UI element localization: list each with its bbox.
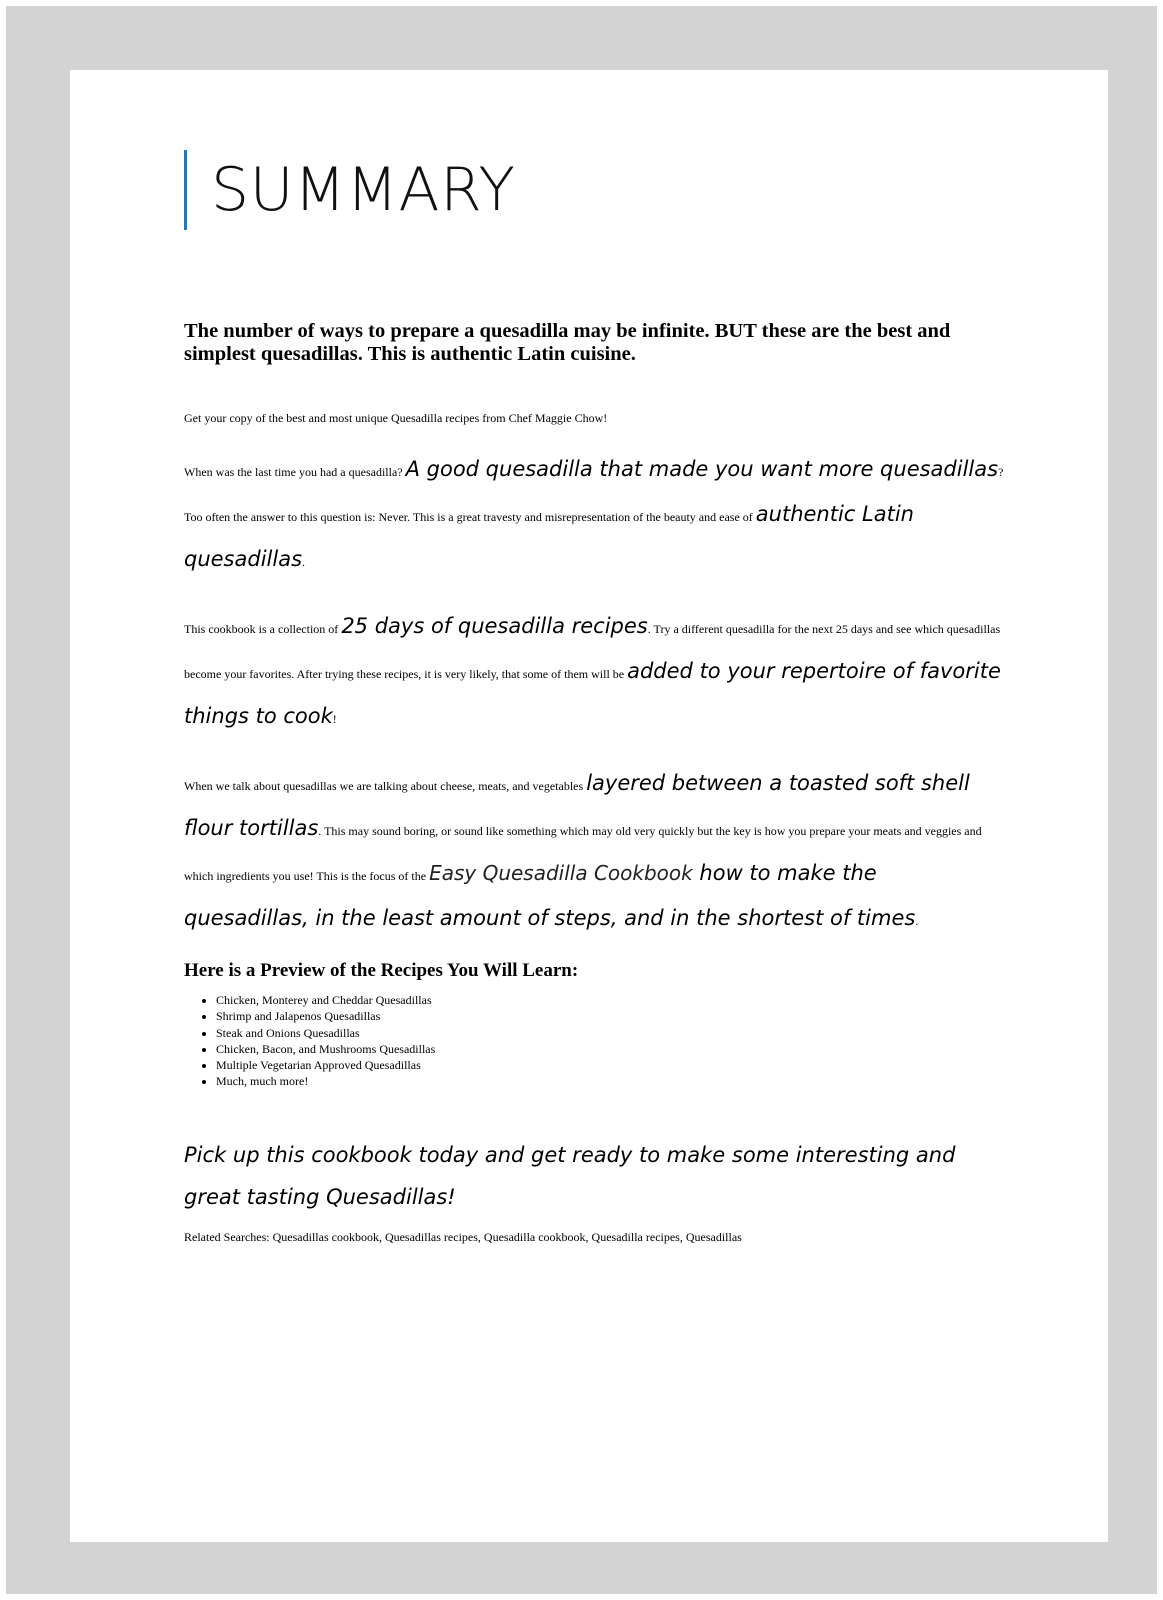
intro-paragraph: Get your copy of the best and most unique Quesadilla recipes from Chef Maggie Chow! (184, 411, 608, 425)
page-content (184, 150, 1004, 1245)
lead-paragraph: The number of ways to prepare a quesadilla may be infinite. BUT these are the best and simplest quesadillas. This is authentic Latin cuisine. (184, 320, 951, 365)
paragraph-text: When was the last time you had a quesadilla? (184, 465, 406, 479)
page-title: SUMMARY (211, 155, 516, 225)
preview-heading: Here is a Preview of the Recipes You Will Learn: (184, 960, 579, 981)
list-item: • Chicken, Monterey and Cheddar Quesadillas (216, 992, 1004, 1008)
list-item: • Chicken, Bacon, and Mushrooms Quesadillas (216, 1041, 1004, 1057)
emphasis-text: layered between a toasted soft shell flour tortillas (184, 771, 970, 840)
emphasis-text: how to make the quesadillas, in the least amount of steps, and in the shortest of times (184, 861, 916, 930)
paragraph-text: . (302, 555, 306, 569)
paragraph-collection (184, 605, 1004, 740)
document-frame (6, 6, 1157, 1594)
list-item: • Steak and Onions Quesadillas (216, 1025, 1004, 1041)
paragraph-text: This cookbook is a collection of (184, 622, 342, 636)
emphasis-text: 25 days of quesadilla recipes (341, 614, 648, 638)
list-item: • Shrimp and Jalapenos Quesadillas (216, 1008, 1004, 1024)
emphasis-text: A good quesadilla that made you want more quesadillas (405, 457, 999, 481)
paragraph-talk (184, 762, 1004, 942)
closing-paragraph: Pick up this cookbook today and get ready to make some interesting and great tasting Quesadillas! (184, 1142, 956, 1209)
title-block (184, 150, 1004, 230)
paragraph-text: ? Too often the answer to this question is: Never. This is a great travesty and misrepresentation of the beauty and ease of (184, 465, 1004, 524)
emphasis-text: added to your repertoire of favorite things to cook (184, 659, 1001, 728)
paragraph-last-time (184, 448, 1004, 583)
paragraph-text: . (915, 914, 919, 928)
paragraph-text: ! (332, 712, 337, 726)
book-title-text: Easy Quesadilla Cookbook (429, 861, 693, 885)
paragraph-text: When we talk about quesadillas we are talking about cheese, meats, and vegetables (184, 779, 587, 793)
related-searches: Related Searches: Quesadillas cookbook, Quesadillas recipes, Quesadilla cookbook, Quesadilla recipes, Quesadillas (184, 1229, 742, 1244)
list-item: • Multiple Vegetarian Approved Quesadillas (216, 1057, 1004, 1073)
paragraph-text: . This may sound boring, or sound like something which may old very quickly but the key is how you prepare your meats and veggies and which ingredients you use! This is the focus of the (184, 824, 982, 883)
emphasis-text: authentic Latin quesadillas (184, 502, 914, 571)
document-page (70, 70, 1108, 1542)
list-item: • Much, much more! (216, 1073, 1004, 1089)
paragraph-text: . Try a different quesadilla for the next 25 days and see which quesadillas become your favorites. After trying these recipes, it is very likely, that some of them will be (184, 622, 1001, 681)
recipe-list (184, 992, 1004, 1090)
